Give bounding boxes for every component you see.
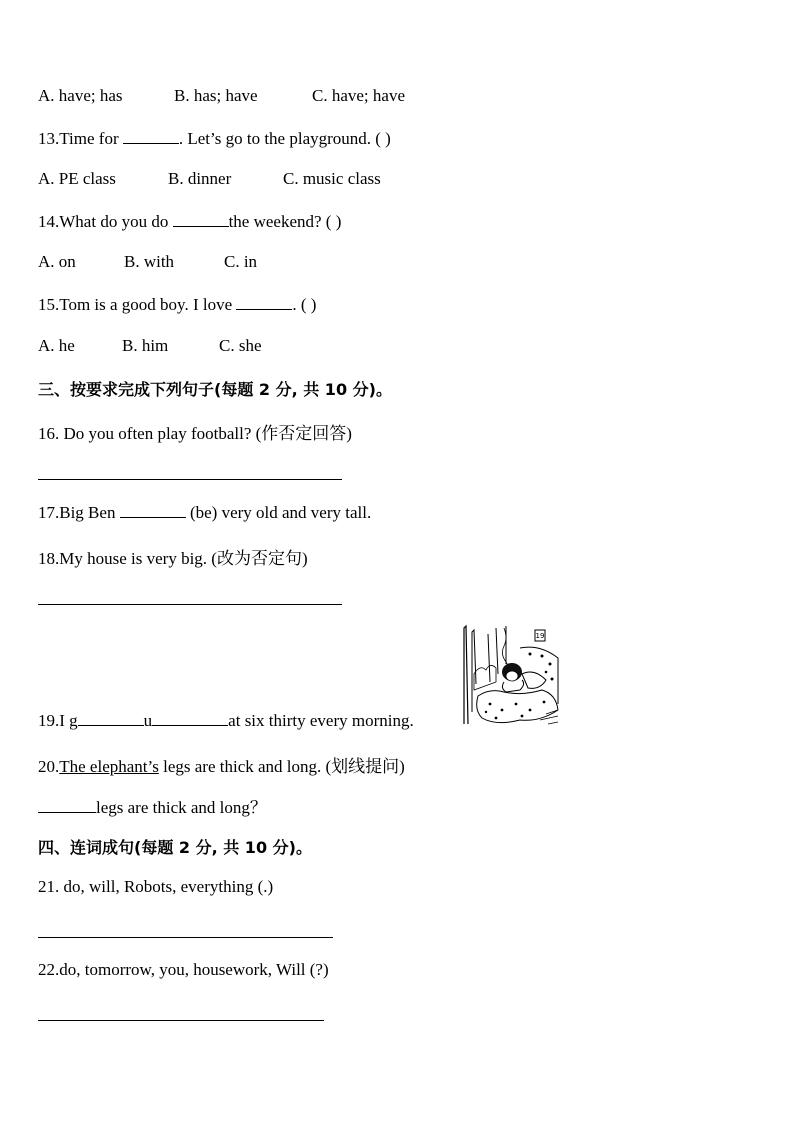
q14-option-c[interactable]: C. in — [224, 252, 258, 271]
question-text: legs are thick and long. (划线提问) — [158, 757, 405, 776]
question-text: u — [143, 711, 153, 730]
section-4-heading: 四、连词成句(每题 2 分, 共 10 分)。 — [38, 838, 312, 857]
question-number: 17. — [38, 503, 60, 522]
section-3-heading: 三、按要求完成下列句子(每题 2 分, 共 10 分)。 — [38, 380, 392, 399]
question-text: at six thirty every morning. — [228, 711, 414, 730]
q14-option-a[interactable]: A. on — [38, 252, 76, 271]
q22-question — [38, 960, 329, 980]
q15-option-b[interactable]: B. him — [122, 336, 169, 355]
question-text: the weekend? ( ) — [228, 212, 342, 231]
q20-question — [38, 752, 405, 777]
question-text: Big Ben — [59, 503, 120, 522]
q12-option-a[interactable]: A. have; has — [38, 86, 123, 105]
picture-label: 19 — [535, 632, 545, 640]
q16-question — [38, 419, 352, 444]
question-number: 20. — [38, 757, 60, 776]
question-number: 15. — [38, 295, 60, 314]
q12-option-b[interactable]: B. has; have — [174, 86, 258, 105]
q15-option-a[interactable]: A. he — [38, 336, 75, 355]
girl-getting-up-picture — [460, 624, 560, 728]
q14-option-b[interactable]: B. with — [124, 252, 175, 271]
answer-blank[interactable] — [38, 797, 96, 813]
answer-text: legs are thick and long？ — [96, 798, 267, 817]
answer-blank[interactable] — [236, 294, 292, 310]
question-text: do, tomorrow, you, housework, Will (?) — [59, 960, 329, 979]
question-text: Do you often play football? (作否定回答) — [59, 424, 352, 443]
q18-question — [38, 544, 308, 569]
q14-question — [38, 211, 341, 232]
answer-blank[interactable] — [173, 211, 229, 227]
q19-question — [38, 710, 414, 731]
question-number: 16. — [38, 424, 60, 443]
q13-options — [38, 169, 381, 189]
question-text: I g — [59, 711, 78, 730]
question-number: 19. — [38, 711, 60, 730]
question-text: . ( ) — [292, 295, 317, 314]
answer-blank[interactable] — [123, 128, 179, 144]
q21-answer-line[interactable] — [38, 937, 333, 938]
question-number: 21. — [38, 877, 60, 896]
question-number: 22. — [38, 960, 60, 979]
q13-option-c[interactable]: C. music class — [283, 169, 381, 188]
q13-option-a[interactable]: A. PE class — [38, 169, 116, 188]
question-number: 18. — [38, 549, 60, 568]
q15-option-c[interactable]: C. she — [219, 336, 262, 355]
q20-answer — [38, 793, 267, 818]
q17-question — [38, 502, 371, 523]
answer-blank[interactable] — [152, 710, 228, 726]
q13-option-b[interactable]: B. dinner — [168, 169, 232, 188]
q15-question — [38, 294, 316, 315]
q21-question — [38, 877, 273, 897]
q12-option-c[interactable]: C. have; have — [312, 86, 405, 105]
q14-options — [38, 252, 257, 272]
q13-question — [38, 128, 391, 149]
question-text: Tom is a good boy. I love — [59, 295, 237, 314]
question-text: Time for — [59, 129, 123, 148]
q22-answer-line[interactable] — [38, 1020, 324, 1021]
q18-answer-line[interactable] — [38, 604, 342, 605]
question-text: do, will, Robots, everything (.) — [59, 877, 274, 896]
question-text: (be) very old and very tall. — [185, 503, 372, 522]
question-number: 14. — [38, 212, 60, 231]
underlined-phrase: The elephant’s — [59, 757, 159, 776]
q16-answer-line[interactable] — [38, 479, 342, 480]
question-text: What do you do — [59, 212, 173, 231]
question-text: . Let’s go to the playground. ( ) — [178, 129, 391, 148]
answer-blank[interactable] — [120, 502, 186, 518]
question-text: My house is very big. (改为否定句) — [59, 549, 308, 568]
q12-options — [38, 86, 405, 106]
question-number: 13. — [38, 129, 60, 148]
answer-blank[interactable] — [78, 710, 144, 726]
q15-options — [38, 336, 262, 356]
